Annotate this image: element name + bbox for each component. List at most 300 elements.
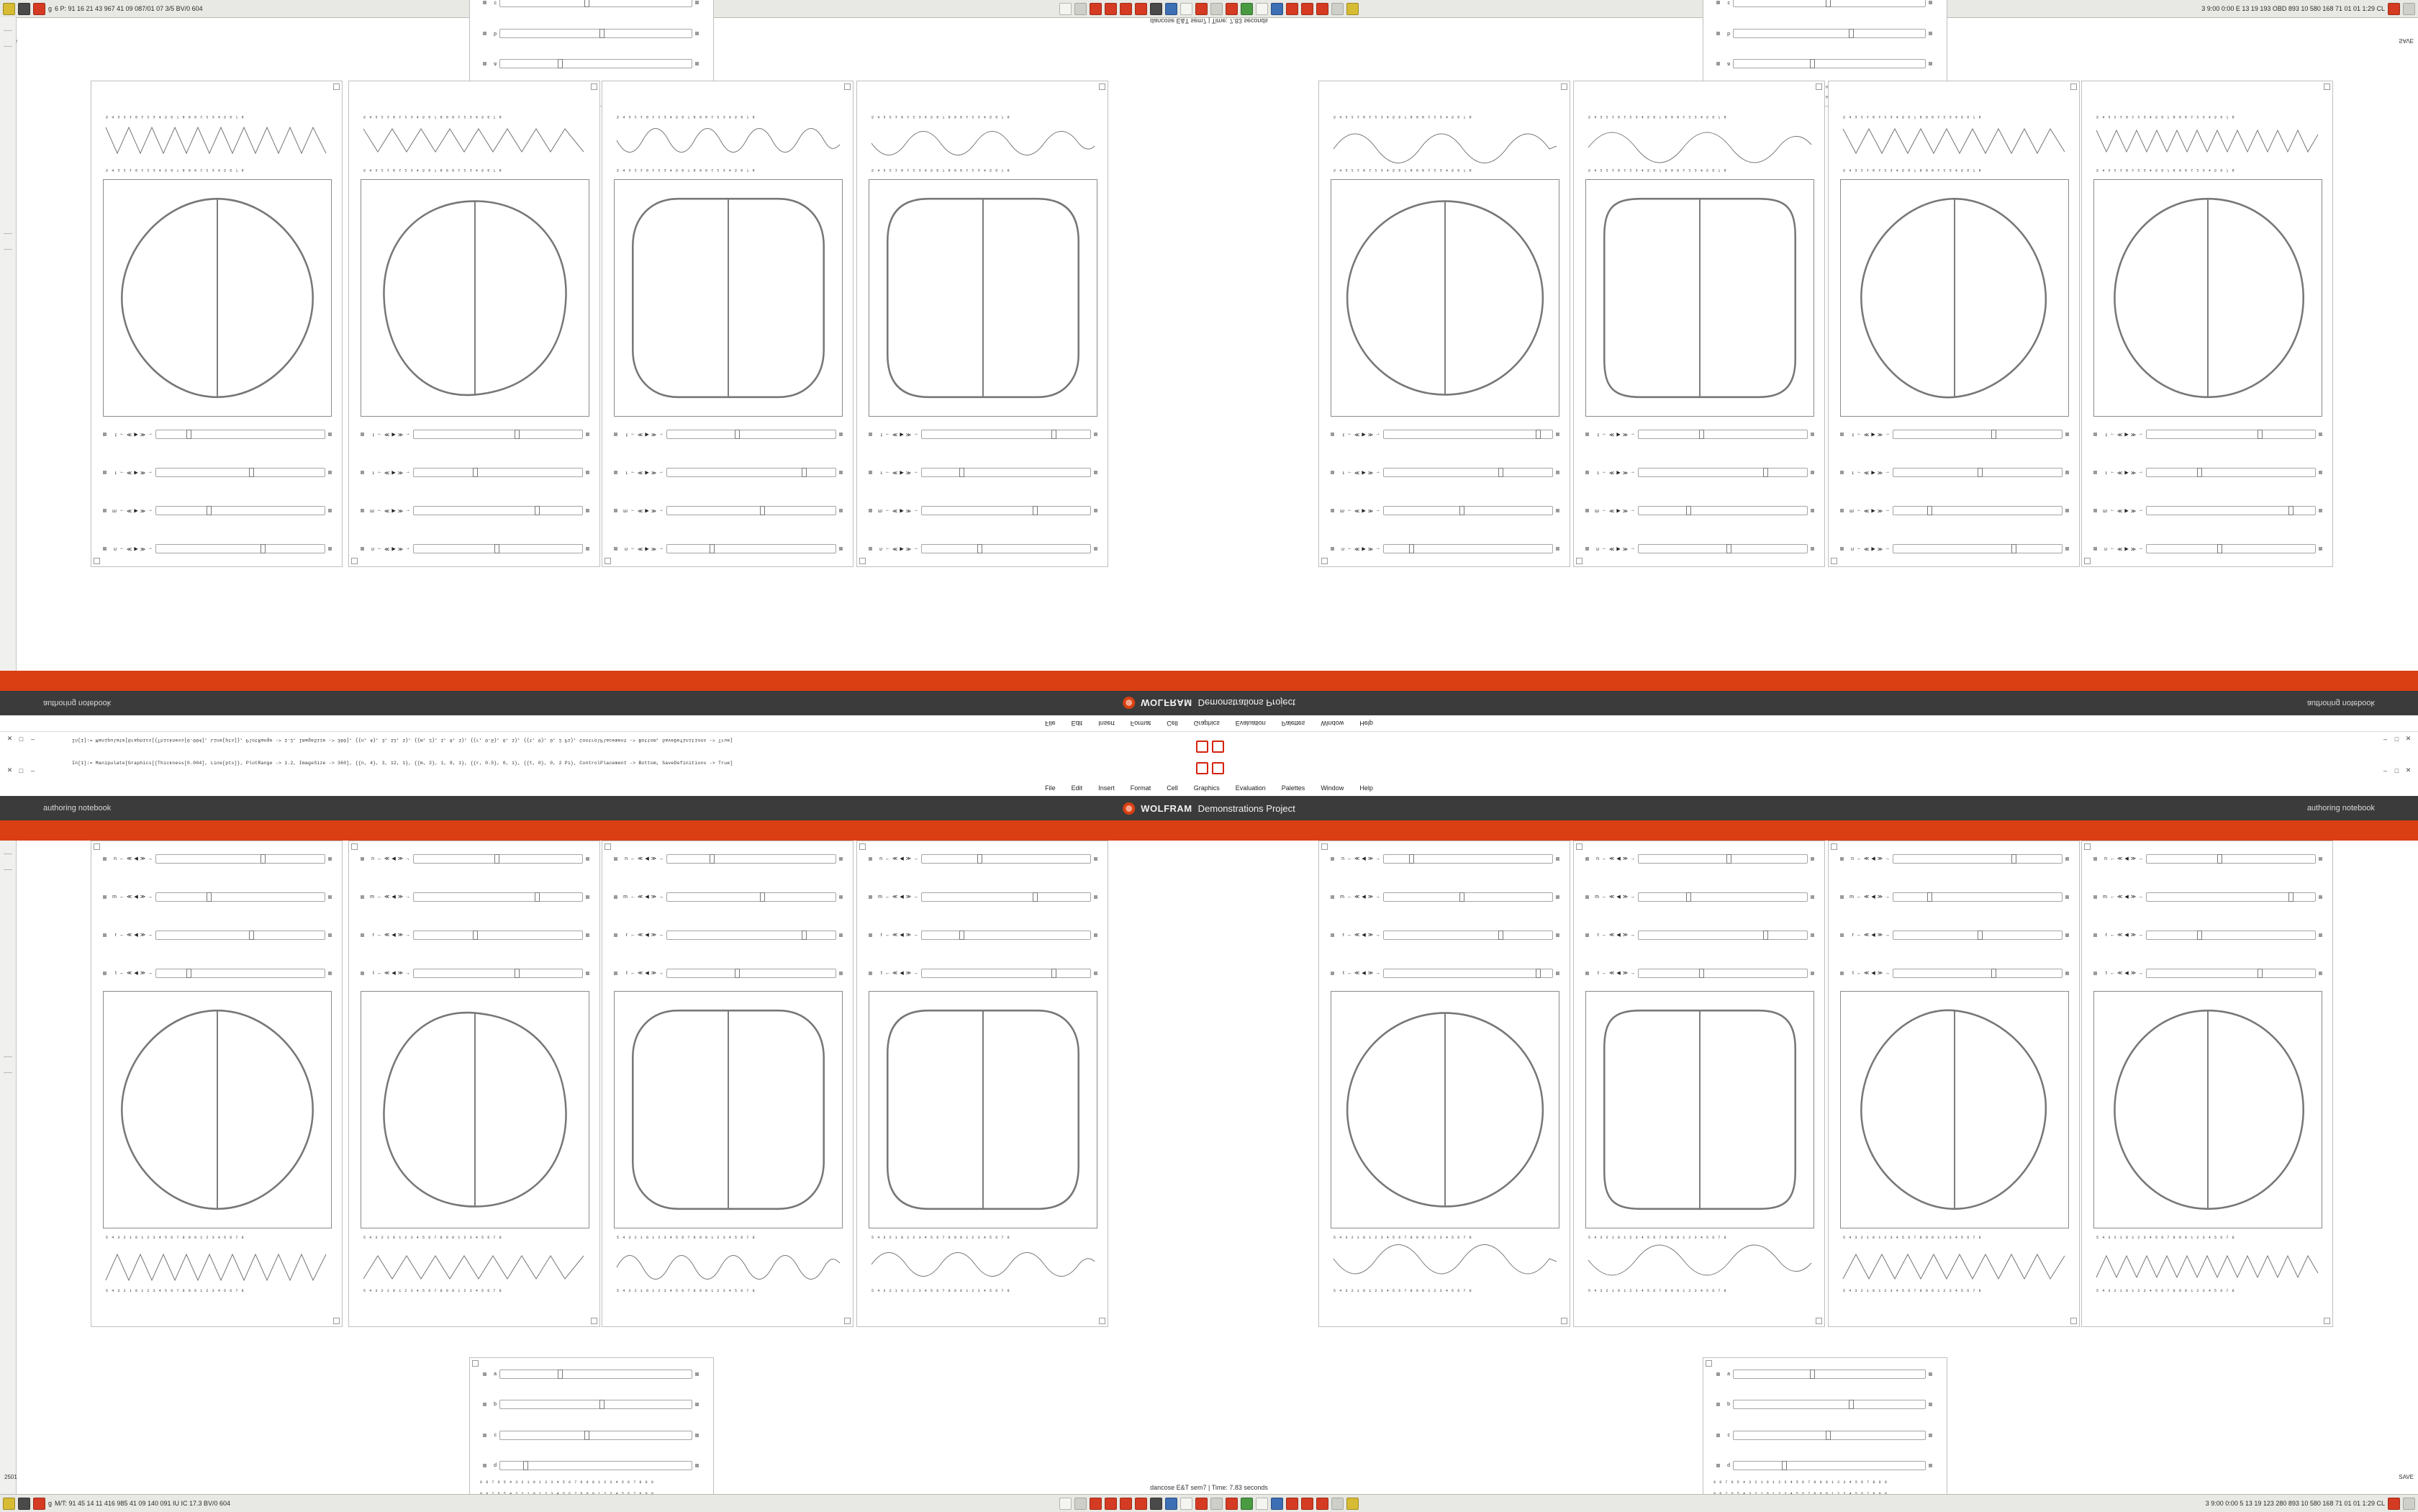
slider-track[interactable] bbox=[666, 931, 836, 940]
rewind-icon[interactable]: ≪ bbox=[1354, 508, 1360, 513]
rewind-icon[interactable]: ≪ bbox=[127, 933, 132, 938]
panel-3-slider-stack[interactable] bbox=[614, 430, 843, 553]
step-forward-icon[interactable]: → bbox=[405, 470, 411, 475]
menu-cell[interactable]: Cell bbox=[1167, 784, 1178, 792]
slider-thumb[interactable] bbox=[760, 892, 765, 902]
forward-icon[interactable]: ≫ bbox=[140, 856, 146, 861]
slider-row[interactable] bbox=[103, 544, 332, 553]
forward-icon[interactable]: ≫ bbox=[905, 895, 912, 900]
slider-thumb[interactable] bbox=[977, 544, 982, 553]
minimize-icon[interactable]: – bbox=[30, 735, 35, 743]
app-launcher-icon[interactable] bbox=[3, 3, 15, 15]
slider-row[interactable] bbox=[1840, 544, 2069, 553]
forward-icon[interactable]: ≫ bbox=[1622, 546, 1629, 551]
play-icon[interactable]: ▶ bbox=[1362, 508, 1366, 513]
step-forward-icon[interactable]: → bbox=[913, 933, 919, 938]
step-forward-icon[interactable]: → bbox=[913, 546, 919, 551]
slider-track[interactable] bbox=[921, 969, 1091, 978]
play-icon[interactable]: ▶ bbox=[1616, 432, 1621, 437]
play-icon[interactable]: ▶ bbox=[134, 546, 138, 551]
slider-row[interactable] bbox=[483, 0, 699, 7]
network-icon[interactable] bbox=[2403, 1498, 2415, 1510]
menu-evaluation[interactable]: Evaluation bbox=[1235, 720, 1266, 727]
rewind-icon[interactable]: ≪ bbox=[384, 470, 390, 475]
animation-controls[interactable] bbox=[2110, 895, 2143, 900]
slider-track[interactable] bbox=[666, 468, 836, 477]
rewind-icon[interactable]: ≪ bbox=[127, 971, 132, 976]
menu-file[interactable]: File bbox=[1045, 784, 1056, 792]
slider-thumb[interactable] bbox=[558, 1370, 563, 1379]
forward-icon[interactable]: ≫ bbox=[140, 470, 146, 475]
forward-icon[interactable]: ≫ bbox=[1622, 895, 1629, 900]
network-icon[interactable] bbox=[2403, 3, 2415, 15]
play-icon[interactable]: ▶ bbox=[1871, 470, 1875, 475]
slider-track[interactable] bbox=[921, 931, 1091, 940]
panel-handle-icon[interactable] bbox=[2070, 1318, 2077, 1324]
play-icon[interactable]: ◀ bbox=[391, 971, 396, 976]
forward-icon[interactable]: ≫ bbox=[1367, 971, 1374, 976]
step-forward-icon[interactable]: → bbox=[148, 470, 153, 475]
slider-track[interactable] bbox=[2146, 430, 2316, 439]
rewind-icon[interactable]: ≪ bbox=[384, 933, 390, 938]
step-back-icon[interactable]: ← bbox=[377, 508, 382, 513]
menu-edit[interactable]: Edit bbox=[1071, 720, 1083, 727]
play-icon[interactable]: ◀ bbox=[900, 895, 904, 900]
slider-track[interactable] bbox=[1733, 1431, 1926, 1440]
rewind-icon[interactable]: ≪ bbox=[1354, 470, 1360, 475]
step-forward-icon[interactable]: → bbox=[2138, 895, 2144, 900]
wolfram-icon[interactable] bbox=[1090, 1498, 1102, 1510]
animation-controls[interactable] bbox=[630, 856, 664, 861]
step-back-icon[interactable]: ← bbox=[885, 856, 890, 861]
window-controls-top-right[interactable] bbox=[2381, 735, 2412, 743]
forward-icon[interactable]: ≫ bbox=[1367, 895, 1374, 900]
play-icon[interactable]: ▶ bbox=[645, 432, 649, 437]
slider-row[interactable] bbox=[483, 1370, 699, 1379]
slider-row[interactable] bbox=[1331, 969, 1559, 978]
play-icon[interactable]: ▶ bbox=[1871, 546, 1875, 551]
panel-2-plot[interactable] bbox=[361, 179, 589, 417]
slider-track[interactable] bbox=[155, 468, 325, 477]
slider-thumb[interactable] bbox=[1726, 854, 1731, 864]
forward-icon[interactable]: ≫ bbox=[651, 508, 657, 513]
animation-controls[interactable] bbox=[1602, 470, 1635, 475]
forward-icon[interactable]: ≫ bbox=[2130, 933, 2137, 938]
animation-controls[interactable] bbox=[1347, 856, 1380, 861]
slider-thumb[interactable] bbox=[523, 1461, 528, 1470]
menu-help[interactable]: Help bbox=[1359, 720, 1373, 727]
forward-icon[interactable]: ≫ bbox=[2130, 546, 2137, 551]
forward-icon[interactable]: ≫ bbox=[140, 508, 146, 513]
slider-thumb[interactable] bbox=[735, 430, 740, 439]
forward-icon[interactable]: ≫ bbox=[1367, 470, 1374, 475]
animation-controls[interactable] bbox=[377, 971, 410, 976]
window-controls-top-left[interactable] bbox=[6, 735, 37, 743]
step-forward-icon[interactable]: → bbox=[405, 432, 411, 437]
step-forward-icon[interactable]: → bbox=[913, 432, 919, 437]
rewind-icon[interactable]: ≪ bbox=[1354, 856, 1360, 861]
slider-track[interactable] bbox=[921, 854, 1091, 864]
forward-icon[interactable]: ≫ bbox=[1877, 971, 1883, 976]
panel-8-plot[interactable] bbox=[2093, 179, 2322, 417]
animation-controls[interactable] bbox=[2110, 856, 2143, 861]
slider-track[interactable] bbox=[1638, 854, 1808, 864]
step-back-icon[interactable]: ← bbox=[1602, 508, 1607, 513]
slider-thumb[interactable] bbox=[207, 892, 212, 902]
panel-handle-icon[interactable] bbox=[591, 83, 597, 90]
forward-icon[interactable]: ≫ bbox=[1877, 432, 1883, 437]
wolfram-icon[interactable] bbox=[2388, 3, 2400, 15]
menu-edit[interactable]: Edit bbox=[1071, 784, 1083, 792]
slider-row[interactable] bbox=[2093, 854, 2322, 864]
panel-handle-icon[interactable] bbox=[94, 843, 100, 850]
slider-track[interactable] bbox=[2146, 931, 2316, 940]
slider-row[interactable] bbox=[2093, 468, 2322, 477]
animation-controls[interactable] bbox=[2110, 470, 2143, 475]
forward-icon[interactable]: ≫ bbox=[651, 856, 657, 861]
slider-thumb[interactable] bbox=[494, 854, 499, 864]
step-back-icon[interactable]: ← bbox=[1347, 508, 1352, 513]
forward-icon[interactable]: ≫ bbox=[140, 971, 146, 976]
step-forward-icon[interactable]: → bbox=[913, 971, 919, 976]
slider-thumb[interactable] bbox=[1782, 1461, 1787, 1470]
animation-controls[interactable] bbox=[1602, 508, 1635, 513]
minimize-icon[interactable]: – bbox=[2383, 766, 2387, 774]
slider-track[interactable] bbox=[413, 854, 583, 864]
slider-row[interactable] bbox=[1331, 506, 1559, 515]
slider-row[interactable] bbox=[1585, 892, 1814, 902]
slider-track[interactable] bbox=[413, 931, 583, 940]
step-forward-icon[interactable]: → bbox=[658, 508, 664, 513]
step-forward-icon[interactable]: → bbox=[1885, 508, 1891, 513]
step-back-icon[interactable]: ← bbox=[377, 856, 382, 861]
wolfram-icon[interactable] bbox=[1195, 1498, 1208, 1510]
panel-6-slider-stack[interactable] bbox=[1585, 430, 1814, 553]
slider-row[interactable] bbox=[103, 506, 332, 515]
slider-track[interactable] bbox=[1733, 1400, 1926, 1409]
slider-row[interactable] bbox=[361, 854, 589, 864]
demo-panel-4-mirror[interactable] bbox=[856, 841, 1108, 1327]
panel-4-plot[interactable] bbox=[869, 179, 1097, 417]
slider-track[interactable] bbox=[1638, 506, 1808, 515]
slider-track[interactable] bbox=[2146, 854, 2316, 864]
slider-track[interactable] bbox=[2146, 544, 2316, 553]
slider-track[interactable] bbox=[1383, 892, 1553, 902]
step-forward-icon[interactable]: → bbox=[1375, 508, 1381, 513]
animation-controls[interactable] bbox=[1857, 470, 1890, 475]
slider-thumb[interactable] bbox=[2288, 892, 2294, 902]
rewind-icon[interactable]: ≪ bbox=[1354, 933, 1360, 938]
panel-handle-icon[interactable] bbox=[1099, 1318, 1105, 1324]
step-forward-icon[interactable]: → bbox=[1885, 971, 1891, 976]
chart-icon[interactable] bbox=[1271, 3, 1283, 15]
animation-controls[interactable] bbox=[630, 432, 664, 437]
play-icon[interactable]: ◀ bbox=[2124, 895, 2129, 900]
slider-thumb[interactable] bbox=[186, 969, 191, 978]
play-icon[interactable]: ▶ bbox=[1616, 470, 1621, 475]
slider-row[interactable] bbox=[361, 969, 589, 978]
rewind-icon[interactable]: ≪ bbox=[638, 432, 643, 437]
slider-thumb[interactable] bbox=[2217, 544, 2222, 553]
slider-row[interactable] bbox=[1840, 969, 2069, 978]
mini-control-panel-left-bottom[interactable] bbox=[469, 1357, 714, 1507]
demo-panel-3[interactable] bbox=[602, 81, 853, 567]
step-back-icon[interactable]: ← bbox=[885, 508, 890, 513]
slider-row[interactable] bbox=[483, 1400, 699, 1409]
forward-icon[interactable]: ≫ bbox=[140, 933, 146, 938]
slider-thumb[interactable] bbox=[1991, 969, 1996, 978]
step-back-icon[interactable]: ← bbox=[377, 895, 382, 900]
forward-icon[interactable]: ≫ bbox=[397, 508, 404, 513]
slider-row[interactable] bbox=[1840, 468, 2069, 477]
slider-track[interactable] bbox=[413, 506, 583, 515]
chart-icon[interactable] bbox=[1271, 1498, 1283, 1510]
panel-7-slider-stack[interactable] bbox=[1840, 854, 2069, 978]
rewind-icon[interactable]: ≪ bbox=[1864, 895, 1870, 900]
step-back-icon[interactable]: ← bbox=[2110, 546, 2115, 551]
animation-controls[interactable] bbox=[377, 508, 410, 513]
play-icon[interactable]: ▶ bbox=[1616, 508, 1621, 513]
step-forward-icon[interactable]: → bbox=[1885, 546, 1891, 551]
slider-track[interactable] bbox=[413, 468, 583, 477]
step-back-icon[interactable]: ← bbox=[630, 971, 635, 976]
forward-icon[interactable]: ≫ bbox=[905, 432, 912, 437]
maximize-icon[interactable]: □ bbox=[19, 735, 24, 743]
slider-thumb[interactable] bbox=[1536, 430, 1541, 439]
play-icon[interactable]: ▶ bbox=[2124, 432, 2129, 437]
play-icon[interactable]: ◀ bbox=[1871, 971, 1875, 976]
panel-handle-icon[interactable] bbox=[859, 558, 866, 564]
panel-3-plot[interactable] bbox=[614, 179, 843, 417]
slider-track[interactable] bbox=[413, 969, 583, 978]
step-back-icon[interactable]: ← bbox=[377, 546, 382, 551]
rewind-icon[interactable]: ≪ bbox=[1354, 546, 1360, 551]
notes-icon[interactable] bbox=[1256, 3, 1268, 15]
forward-icon[interactable]: ≫ bbox=[651, 432, 657, 437]
slider-row[interactable] bbox=[103, 931, 332, 940]
step-forward-icon[interactable]: → bbox=[1630, 895, 1636, 900]
slider-track[interactable] bbox=[1733, 0, 1926, 7]
close-icon[interactable]: ✕ bbox=[6, 766, 13, 774]
mini-slider-stack[interactable] bbox=[483, 0, 699, 68]
slider-thumb[interactable] bbox=[1699, 969, 1704, 978]
forward-icon[interactable]: ≫ bbox=[397, 546, 404, 551]
step-back-icon[interactable]: ← bbox=[1347, 895, 1352, 900]
demo-panel-4[interactable] bbox=[856, 81, 1108, 567]
play-icon[interactable]: ▶ bbox=[1871, 432, 1875, 437]
panel-4-slider-stack[interactable] bbox=[869, 854, 1097, 978]
panel-2-slider-stack[interactable] bbox=[361, 854, 589, 978]
play-icon[interactable]: ◀ bbox=[1362, 971, 1366, 976]
slider-track[interactable] bbox=[499, 1400, 692, 1409]
slider-track[interactable] bbox=[1893, 854, 2062, 864]
rewind-icon[interactable]: ≪ bbox=[384, 971, 390, 976]
step-forward-icon[interactable]: → bbox=[913, 508, 919, 513]
animation-controls[interactable] bbox=[1857, 432, 1890, 437]
play-icon[interactable]: ◀ bbox=[1362, 895, 1366, 900]
wolfram-icon[interactable] bbox=[2388, 1498, 2400, 1510]
animation-controls[interactable] bbox=[2110, 971, 2143, 976]
play-icon[interactable]: ◀ bbox=[2124, 933, 2129, 938]
forward-icon[interactable]: ≫ bbox=[2130, 856, 2137, 861]
panel-handle-icon[interactable] bbox=[591, 1318, 597, 1324]
step-forward-icon[interactable]: → bbox=[658, 933, 664, 938]
panel-handle-icon[interactable] bbox=[472, 1360, 479, 1367]
step-back-icon[interactable]: ← bbox=[885, 470, 890, 475]
animation-controls[interactable] bbox=[1857, 895, 1890, 900]
step-forward-icon[interactable]: → bbox=[2138, 470, 2144, 475]
menu-palettes[interactable]: Palettes bbox=[1281, 784, 1305, 792]
rewind-icon[interactable]: ≪ bbox=[638, 470, 643, 475]
slider-track[interactable] bbox=[1893, 969, 2062, 978]
step-back-icon[interactable]: ← bbox=[1602, 856, 1607, 861]
rewind-icon[interactable]: ≪ bbox=[1609, 971, 1615, 976]
step-forward-icon[interactable]: → bbox=[1375, 895, 1381, 900]
animation-controls[interactable] bbox=[885, 470, 918, 475]
step-back-icon[interactable]: ← bbox=[1857, 546, 1862, 551]
forward-icon[interactable]: ≫ bbox=[1367, 432, 1374, 437]
forward-icon[interactable]: ≫ bbox=[397, 470, 404, 475]
forward-icon[interactable]: ≫ bbox=[651, 895, 657, 900]
panel-1-slider-stack[interactable] bbox=[103, 854, 332, 978]
rewind-icon[interactable]: ≪ bbox=[1354, 971, 1360, 976]
forward-icon[interactable]: ≫ bbox=[1877, 508, 1883, 513]
menu-bar-top[interactable] bbox=[0, 715, 2418, 731]
slider-thumb[interactable] bbox=[1978, 468, 1983, 477]
step-forward-icon[interactable]: → bbox=[2138, 546, 2144, 551]
wolfram-icon[interactable] bbox=[1316, 1498, 1328, 1510]
step-forward-icon[interactable]: → bbox=[658, 895, 664, 900]
slider-thumb[interactable] bbox=[473, 931, 478, 940]
rewind-icon[interactable]: ≪ bbox=[2117, 856, 2123, 861]
step-forward-icon[interactable]: → bbox=[1630, 933, 1636, 938]
panel-5-plot[interactable] bbox=[1331, 179, 1559, 417]
rewind-icon[interactable]: ≪ bbox=[384, 432, 390, 437]
rewind-icon[interactable]: ≪ bbox=[892, 432, 898, 437]
animation-controls[interactable] bbox=[1857, 971, 1890, 976]
play-icon[interactable]: ◀ bbox=[134, 856, 138, 861]
animation-controls[interactable] bbox=[377, 432, 410, 437]
slider-track[interactable] bbox=[1638, 931, 1808, 940]
step-back-icon[interactable]: ← bbox=[1857, 933, 1862, 938]
browser-icon[interactable] bbox=[1150, 3, 1162, 15]
slider-thumb[interactable] bbox=[1033, 892, 1038, 902]
animation-controls[interactable] bbox=[119, 856, 153, 861]
step-back-icon[interactable]: ← bbox=[377, 971, 382, 976]
play-icon[interactable]: ◀ bbox=[645, 971, 649, 976]
step-forward-icon[interactable]: → bbox=[913, 895, 919, 900]
slider-track[interactable] bbox=[921, 544, 1091, 553]
slider-thumb[interactable] bbox=[1536, 969, 1541, 978]
panel-handle-icon[interactable] bbox=[2324, 83, 2330, 90]
rewind-icon[interactable]: ≪ bbox=[638, 546, 643, 551]
slider-thumb[interactable] bbox=[515, 430, 520, 439]
slider-row[interactable] bbox=[483, 59, 699, 68]
slider-thumb[interactable] bbox=[535, 506, 540, 515]
play-icon[interactable]: ▶ bbox=[645, 470, 649, 475]
step-forward-icon[interactable]: → bbox=[1630, 432, 1636, 437]
step-forward-icon[interactable]: → bbox=[1885, 432, 1891, 437]
menu-insert[interactable]: Insert bbox=[1098, 784, 1115, 792]
play-icon[interactable]: ◀ bbox=[391, 895, 396, 900]
step-back-icon[interactable]: ← bbox=[119, 895, 124, 900]
step-forward-icon[interactable]: → bbox=[405, 546, 411, 551]
panel-2-plot[interactable] bbox=[361, 991, 589, 1228]
rewind-icon[interactable]: ≪ bbox=[638, 895, 643, 900]
rewind-icon[interactable]: ≪ bbox=[1864, 470, 1870, 475]
slider-thumb[interactable] bbox=[599, 1400, 604, 1409]
play-icon[interactable]: ▶ bbox=[1871, 508, 1875, 513]
slider-row[interactable] bbox=[103, 854, 332, 864]
panel-handle-icon[interactable] bbox=[844, 83, 851, 90]
panel-handle-icon[interactable] bbox=[1099, 83, 1105, 90]
step-back-icon[interactable]: ← bbox=[630, 432, 635, 437]
step-forward-icon[interactable]: → bbox=[405, 895, 411, 900]
play-icon[interactable]: ▶ bbox=[391, 470, 396, 475]
step-back-icon[interactable]: ← bbox=[1857, 508, 1862, 513]
wolfram-icon[interactable] bbox=[1226, 1498, 1238, 1510]
animation-controls[interactable] bbox=[119, 508, 153, 513]
animation-controls[interactable] bbox=[1602, 546, 1635, 551]
minimize-icon[interactable]: – bbox=[30, 766, 35, 774]
code-line-bottom[interactable]: In[1]:= Manipulate[Graphics[{Thickness[0.004], Line[pts]}, PlotRange -> 1.2, ImageSize -> 360], {{n, 4}, 3, 12, 1}, {{m, 2}, 1, 8, 1}, {{r, 0.5}, 0, 1}, {{t, 0}, 0, 2 Pi}, ControlPlacement -> Bottom, SaveDefinitions -> True] bbox=[72, 761, 733, 766]
panel-handle-icon[interactable] bbox=[351, 558, 358, 564]
slider-track[interactable] bbox=[499, 0, 692, 7]
step-forward-icon[interactable]: → bbox=[1375, 432, 1381, 437]
step-back-icon[interactable]: ← bbox=[1347, 470, 1352, 475]
panel-handle-icon[interactable] bbox=[1321, 558, 1328, 564]
step-back-icon[interactable]: ← bbox=[2110, 895, 2115, 900]
slider-row[interactable] bbox=[1840, 430, 2069, 439]
step-forward-icon[interactable]: → bbox=[2138, 933, 2144, 938]
close-icon[interactable]: ✕ bbox=[2405, 735, 2412, 742]
step-forward-icon[interactable]: → bbox=[148, 432, 153, 437]
demo-panel-5-mirror[interactable] bbox=[1318, 841, 1570, 1327]
close-icon[interactable]: ✕ bbox=[6, 735, 13, 742]
slider-track[interactable] bbox=[499, 29, 692, 38]
play-icon[interactable]: ◀ bbox=[134, 971, 138, 976]
step-back-icon[interactable]: ← bbox=[885, 895, 890, 900]
step-back-icon[interactable]: ← bbox=[2110, 933, 2115, 938]
wolfram-icon[interactable] bbox=[1090, 3, 1102, 15]
slider-row[interactable] bbox=[361, 931, 589, 940]
forward-icon[interactable]: ≫ bbox=[905, 856, 912, 861]
slider-row[interactable] bbox=[103, 969, 332, 978]
slider-row[interactable] bbox=[483, 1431, 699, 1440]
animation-controls[interactable] bbox=[2110, 546, 2143, 551]
slider-track[interactable] bbox=[921, 468, 1091, 477]
wolfram-icon[interactable] bbox=[1286, 3, 1298, 15]
rewind-icon[interactable]: ≪ bbox=[127, 508, 132, 513]
slider-row[interactable] bbox=[1585, 544, 1814, 553]
animation-controls[interactable] bbox=[377, 470, 410, 475]
slider-thumb[interactable] bbox=[535, 892, 540, 902]
rewind-icon[interactable]: ≪ bbox=[638, 856, 643, 861]
rewind-icon[interactable]: ≪ bbox=[127, 470, 132, 475]
slider-thumb[interactable] bbox=[249, 468, 254, 477]
rewind-icon[interactable]: ≪ bbox=[638, 933, 643, 938]
slider-row[interactable] bbox=[614, 854, 843, 864]
left-edge-window-sliver-bottom[interactable] bbox=[0, 841, 17, 1494]
panel-handle-icon[interactable] bbox=[1561, 1318, 1567, 1324]
animation-controls[interactable] bbox=[630, 546, 664, 551]
rewind-icon[interactable]: ≪ bbox=[892, 895, 898, 900]
play-icon[interactable]: ◀ bbox=[1362, 933, 1366, 938]
calc-icon[interactable] bbox=[1210, 3, 1223, 15]
play-icon[interactable]: ◀ bbox=[1616, 971, 1621, 976]
rewind-icon[interactable]: ≪ bbox=[1609, 895, 1615, 900]
slider-track[interactable] bbox=[921, 892, 1091, 902]
